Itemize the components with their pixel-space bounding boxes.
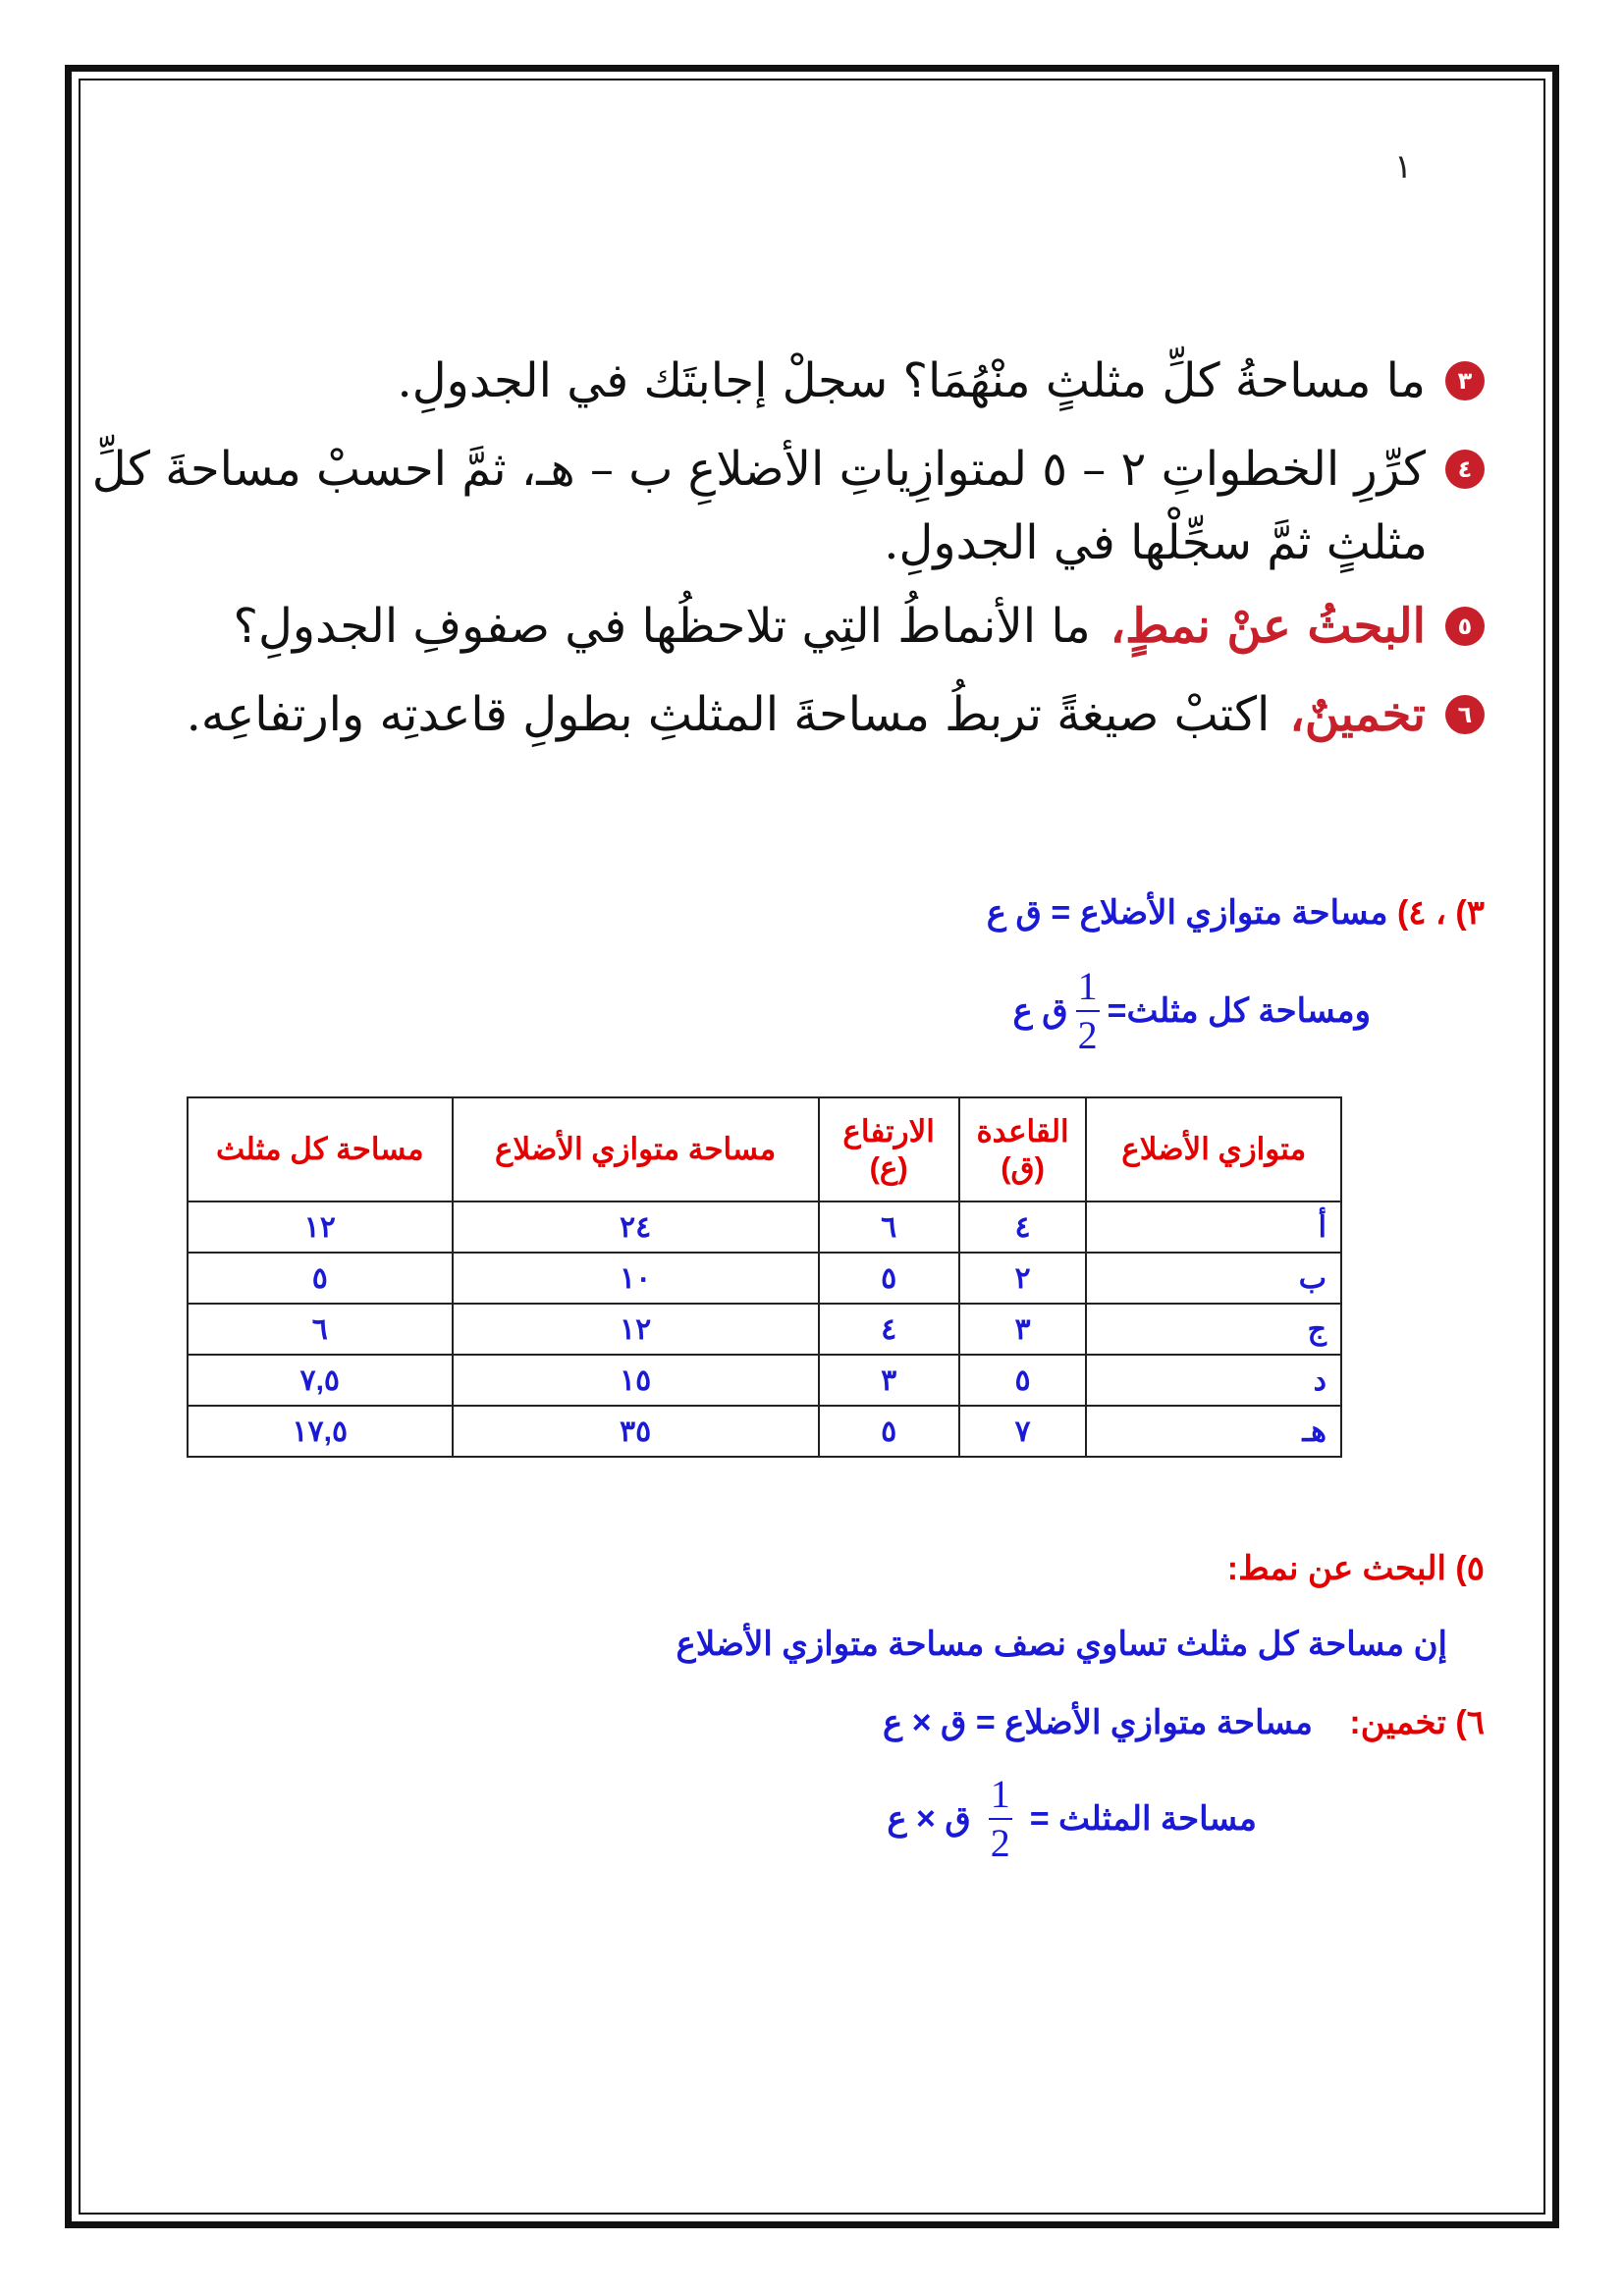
table-row	[188, 1406, 1341, 1457]
cell-parallelogram: ج	[1086, 1304, 1341, 1355]
cell-triangle-area: ١٢	[188, 1201, 453, 1253]
cell-base: ٧	[959, 1406, 1087, 1457]
table-row	[188, 1201, 1341, 1253]
table-row	[188, 1355, 1341, 1406]
cell-parallelogram-area: ٣٥	[453, 1406, 819, 1457]
question-number-badge: ٦	[1445, 695, 1485, 734]
triangle-area-formula: ق × ع	[887, 1800, 971, 1838]
fraction-numerator: 1	[990, 1772, 1010, 1816]
answer-3-4-line1	[987, 893, 1485, 933]
header-parallelogram-area: مساحة متوازي الأضلاع	[453, 1097, 819, 1201]
cell-parallelogram: ب	[1086, 1253, 1341, 1304]
fraction-denominator: 2	[1077, 1013, 1098, 1057]
triangle-area-label: ومساحة كل مثلث=	[1107, 992, 1371, 1030]
cell-triangle-area: ٧,٥	[188, 1355, 453, 1406]
question-keyword: البحثُ عنْ نمطٍ،	[1110, 599, 1426, 654]
answer-5-label: ٥) البحث عن نمط:	[1226, 1550, 1485, 1587]
answer-6-line1	[883, 1703, 1485, 1742]
answer-formula: مساحة متوازي الأضلاع = ق ع	[986, 894, 1388, 932]
triangle-area-label: مساحة المثلث =	[1029, 1800, 1257, 1838]
question-number-badge: ٤	[1445, 450, 1485, 489]
page-number: ١	[1394, 147, 1413, 187]
answer-label: ٣) ، ٤)	[1396, 894, 1485, 932]
question-3	[398, 353, 1485, 408]
question-text: اكتبْ صيغةً تربطُ مساحةَ المثلثِ بطولِ قاعدتِه وارتفاعِه.	[186, 687, 1271, 742]
cell-triangle-area: ١٧,٥	[188, 1406, 453, 1457]
area-table	[187, 1096, 1342, 1458]
table-header-row	[188, 1097, 1341, 1201]
cell-parallelogram-area: ١٠	[453, 1253, 819, 1304]
header-base: القاعدة (ق)	[959, 1097, 1087, 1201]
cell-parallelogram-area: ١٥	[453, 1355, 819, 1406]
cell-base: ٣	[959, 1304, 1087, 1355]
cell-triangle-area: ٦	[188, 1304, 453, 1355]
fraction-one-half	[989, 1772, 1012, 1865]
cell-parallelogram-area: ٢٤	[453, 1201, 819, 1253]
question-6	[187, 687, 1485, 742]
question-5	[233, 599, 1485, 654]
fraction-bar	[989, 1818, 1012, 1820]
answer-5-text: إن مساحة كل مثلث تساوي نصف مساحة متوازي الأضلاع	[676, 1626, 1447, 1663]
cell-base: ٥	[959, 1355, 1087, 1406]
answer-label: ٦) تخمين:	[1349, 1704, 1485, 1741]
cell-height: ٥	[819, 1253, 959, 1304]
question-number-badge: ٣	[1445, 361, 1485, 400]
triangle-area-formula: ق ع	[1012, 992, 1068, 1030]
fraction-denominator: 2	[990, 1821, 1010, 1865]
cell-height: ٤	[819, 1304, 959, 1355]
cell-parallelogram: أ	[1086, 1201, 1341, 1253]
cell-height: ٥	[819, 1406, 959, 1457]
question-number-badge: ٥	[1445, 607, 1485, 646]
fraction-bar	[1076, 1010, 1100, 1012]
fraction-numerator: 1	[1077, 964, 1098, 1008]
question-text: ما مساحةُ كلِّ مثلثٍ منْهُمَا؟ سجلْ إجابتَك في الجدولِ.	[397, 353, 1426, 408]
table-row	[188, 1304, 1341, 1355]
question-keyword: تخمينٌ،	[1289, 687, 1426, 742]
header-triangle-area: مساحة كل مثلث	[188, 1097, 453, 1201]
question-text: كرِّرِ الخطواتِ ٢ – ٥ لمتوازِياتِ الأضلاعِ ب – هـ، ثمَّ احسبْ مساحةَ كلِّ	[91, 442, 1426, 497]
fraction-one-half	[1076, 964, 1100, 1057]
cell-parallelogram-area: ١٢	[453, 1304, 819, 1355]
cell-triangle-area: ٥	[188, 1253, 453, 1304]
cell-parallelogram: د	[1086, 1355, 1341, 1406]
header-parallelogram: متوازي الأضلاع	[1086, 1097, 1341, 1201]
cell-parallelogram: هـ	[1086, 1406, 1341, 1457]
cell-height: ٦	[819, 1201, 959, 1253]
answer-3-4-line2	[1012, 964, 1372, 1057]
cell-height: ٣	[819, 1355, 959, 1406]
header-height: الارتفاع (ع)	[819, 1097, 959, 1201]
answer-formula: مساحة متوازي الأضلاع = ق × ع	[882, 1704, 1313, 1741]
question-text: ما الأنماطُ التِي تلاحظُها في صفوفِ الجدولِ؟	[233, 599, 1091, 654]
question-4-continuation: مثلثٍ ثمَّ سجِّلْها في الجدولِ.	[884, 515, 1428, 570]
question-4	[92, 442, 1485, 497]
answer-6-line2	[887, 1772, 1257, 1865]
cell-base: ٤	[959, 1201, 1087, 1253]
cell-base: ٢	[959, 1253, 1087, 1304]
table-row	[188, 1253, 1341, 1304]
